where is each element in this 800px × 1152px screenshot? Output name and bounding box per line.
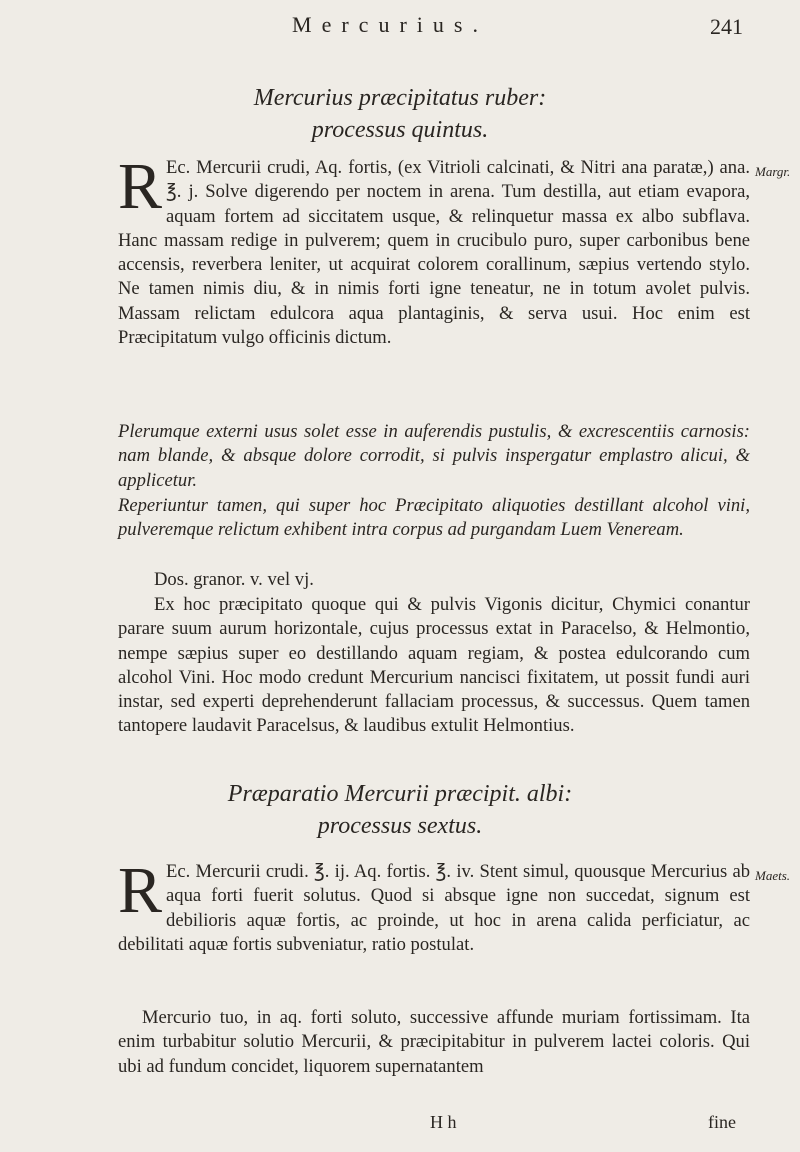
section-heading-subtitle: processus quintus.	[311, 117, 489, 143]
paragraph-text: Ec. Mercurii crudi. ℥. ij. Aq. fortis. ℥. iv. Stent simul, quousque Mercurius ab aqua forti fuerit solutus. Quod si absque igne non succedat, signum est debilioris aquæ fortis, ac proinde, ut hoc in arena calida perficiatur, ac debilitati aquæ fortis subveniatur, ratio postulat.	[118, 861, 750, 955]
paragraph	[118, 150, 750, 350]
section-heading-title: Præparatio Mercurii præcipit. albi:	[227, 781, 573, 807]
paragraph: Ex hoc præcipitato quoque qui & pulvis Vigonis dicitur, Chymici conantur parare suum aurum horizontale, cujus processus extat in Paracelso, & Helmontio, nempe sæpius super eo destillando aquam regiam, & postea edulcorando cum alcohol Vini. Hoc modo credunt Mercurium nancisci fixitatem, ut possit fundi auri instar, sed experti deprehenderunt fallaciam processus, & successus. Quem tamen tantopere laudavit Paracelsus, & laudibus extulit Helmontius.	[118, 594, 750, 737]
section-heading-subtitle: processus sextus.	[317, 813, 483, 839]
running-head: Mercurius.	[292, 12, 488, 37]
signature-mark: H h	[430, 1112, 457, 1132]
catchword: fine	[708, 1112, 736, 1132]
paragraph-text: Ec. Mercurii crudi, Aq. fortis, (ex Vitrioli calcinati, & Nitri ana paratæ,) ana. ℥. j. Solve digerendo per noctem in arena. Tum destilla, aut etiam evapora, aquam fortem ad siccitatem usque, & relinquetur massa ex albo subflava. Hanc massam redige in pulverem; quem in crucibulo puro, super carbonibus bene accensis, reverbera leniter, ut acquirat colorem corallinum, sæpius vertendo stylo. Ne tamen nimis diu, & in nimis forti igne teneatur, ne in totum avolet pulvis. Massam relictam edulcora aqua plantaginis, & serva usui. Hoc enim est Præcipitatum vulgo officinis dictum.	[118, 157, 750, 349]
section-heading-title: Mercurius præcipitatus ruber:	[253, 85, 547, 111]
drop-capital: R	[118, 150, 163, 223]
margin-note: Maets.	[755, 868, 791, 883]
dosage-line: Dos. granor. v. vel vj.	[154, 569, 314, 590]
paragraph-italic: Reperiuntur tamen, qui super hoc Præcipitato aliquoties destillant alcohol vini, pulveremque relictum exhibent intra corpus ad purgandam Luem Veneream.	[118, 495, 750, 541]
drop-capital: R	[118, 854, 163, 927]
margin-note: Margr.	[755, 164, 791, 179]
paragraph	[118, 854, 750, 957]
paragraph-italic: Plerumque externi usus solet esse in auferendis pustulis, & excrescentiis carnosis: nam blande, & absque dolore corrodit, si pulvis inspergatur emplastro alicui, & applicetur.	[118, 421, 750, 491]
page-number: 241	[710, 14, 743, 39]
paragraph: Mercurio tuo, in aq. forti soluto, successive affunde muriam fortissimam. Ita enim turbabitur solutio Mercurii, & præcipitabitur in pulverem lactei coloris. Qui ubi ad fundum concidet, liquorem supernatantem	[118, 1007, 750, 1077]
